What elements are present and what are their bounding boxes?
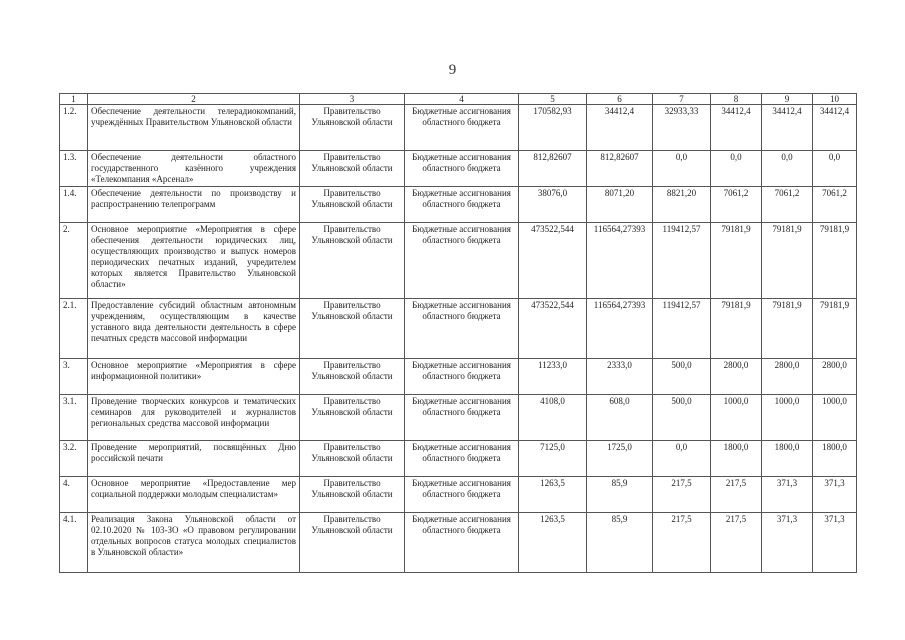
year-amount: 79181,9 xyxy=(813,223,857,299)
responsible-org: Правительство Ульяновской области xyxy=(300,105,405,151)
year-amount: 79181,9 xyxy=(762,299,813,359)
year-amount: 7061,2 xyxy=(813,187,857,223)
funding-source: Бюджетные ассигнования областного бюджета xyxy=(405,359,519,395)
row-number: 2.1. xyxy=(60,299,88,359)
responsible-org: Правительство Ульяновской области xyxy=(300,513,405,573)
table-row xyxy=(60,299,857,359)
total-amount: 7125,0 xyxy=(519,441,587,477)
activity-description: Основное мероприятие «Предоставление мер социальной поддержки молодым специалистам» xyxy=(88,477,300,513)
header-cell: 4 xyxy=(405,94,519,105)
total-amount: 4108,0 xyxy=(519,395,587,441)
header-cell: 5 xyxy=(519,94,587,105)
header-cell: 8 xyxy=(711,94,762,105)
total-amount: 11233,0 xyxy=(519,359,587,395)
year-amount: 1000,0 xyxy=(762,395,813,441)
year-amount: 1800,0 xyxy=(813,441,857,477)
year-amount: 7061,2 xyxy=(711,187,762,223)
row-number: 2. xyxy=(60,223,88,299)
year-amount: 217,5 xyxy=(653,477,711,513)
header-cell: 6 xyxy=(587,94,653,105)
activity-description: Проведение мероприятий, посвящённых Дню российской печати xyxy=(88,441,300,477)
responsible-org: Правительство Ульяновской области xyxy=(300,223,405,299)
total-amount: 38076,0 xyxy=(519,187,587,223)
funding-source: Бюджетные ассигнования областного бюджета xyxy=(405,187,519,223)
year-amount: 0,0 xyxy=(653,441,711,477)
row-number: 1.4. xyxy=(60,187,88,223)
year-amount: 8071,20 xyxy=(587,187,653,223)
year-amount: 7061,2 xyxy=(762,187,813,223)
year-amount: 2333,0 xyxy=(587,359,653,395)
row-number: 3.1. xyxy=(60,395,88,441)
year-amount: 217,5 xyxy=(711,477,762,513)
year-amount: 79181,9 xyxy=(813,299,857,359)
funding-source: Бюджетные ассигнования областного бюджета xyxy=(405,513,519,573)
table-row xyxy=(60,223,857,299)
year-amount: 116564,27393 xyxy=(587,223,653,299)
header-row xyxy=(60,94,857,105)
activity-description: Обеспечение деятельности телерадиокомпаний, учреждённых Правительством Ульяновской области xyxy=(88,105,300,151)
year-amount: 500,0 xyxy=(653,395,711,441)
year-amount: 1000,0 xyxy=(711,395,762,441)
year-amount: 79181,9 xyxy=(762,223,813,299)
total-amount: 1263,5 xyxy=(519,513,587,573)
activity-description: Обеспечение деятельности по производству и распространению телепрограмм xyxy=(88,187,300,223)
funding-source: Бюджетные ассигнования областного бюджета xyxy=(405,151,519,187)
table-row xyxy=(60,477,857,513)
year-amount: 500,0 xyxy=(653,359,711,395)
year-amount: 2800,0 xyxy=(813,359,857,395)
row-number: 1.3. xyxy=(60,151,88,187)
page-number: 9 xyxy=(448,62,457,78)
year-amount: 217,5 xyxy=(711,513,762,573)
year-amount: 0,0 xyxy=(813,151,857,187)
year-amount: 608,0 xyxy=(587,395,653,441)
year-amount: 371,3 xyxy=(762,513,813,573)
activity-description: Основное мероприятие «Мероприятия в сфере информационной политики» xyxy=(88,359,300,395)
total-amount: 170582,93 xyxy=(519,105,587,151)
header-cell: 7 xyxy=(653,94,711,105)
activity-description: Проведение творческих конкурсов и тематических семинаров для руководителей и журналистов региональных средства массовой информации xyxy=(88,395,300,441)
year-amount: 79181,9 xyxy=(711,299,762,359)
year-amount: 34412,4 xyxy=(762,105,813,151)
year-amount: 371,3 xyxy=(762,477,813,513)
activity-description: Предоставление субсидий областным автономным учреждениям, осуществляющим в качестве уставного вида деятельности деятельность в сфере печатных средств массовой информации xyxy=(88,299,300,359)
year-amount: 34412,4 xyxy=(587,105,653,151)
year-amount: 2800,0 xyxy=(711,359,762,395)
responsible-org: Правительство Ульяновской области xyxy=(300,151,405,187)
row-number: 3.2. xyxy=(60,441,88,477)
table-row xyxy=(60,441,857,477)
total-amount: 1263,5 xyxy=(519,477,587,513)
year-amount: 8821,20 xyxy=(653,187,711,223)
year-amount: 1800,0 xyxy=(711,441,762,477)
row-number: 4.1. xyxy=(60,513,88,573)
year-amount: 34412,4 xyxy=(813,105,857,151)
responsible-org: Правительство Ульяновской области xyxy=(300,187,405,223)
year-amount: 0,0 xyxy=(762,151,813,187)
funding-source: Бюджетные ассигнования областного бюджета xyxy=(405,477,519,513)
responsible-org: Правительство Ульяновской области xyxy=(300,441,405,477)
responsible-org: Правительство Ульяновской области xyxy=(300,359,405,395)
year-amount: 1725,0 xyxy=(587,441,653,477)
year-amount: 85,9 xyxy=(587,477,653,513)
budget-table xyxy=(59,93,857,573)
year-amount: 34412,4 xyxy=(711,105,762,151)
funding-source: Бюджетные ассигнования областного бюджета xyxy=(405,105,519,151)
row-number: 1.2. xyxy=(60,105,88,151)
total-amount: 473522,544 xyxy=(519,299,587,359)
funding-source: Бюджетные ассигнования областного бюджета xyxy=(405,441,519,477)
row-number: 4. xyxy=(60,477,88,513)
header-cell: 3 xyxy=(300,94,405,105)
year-amount: 2800,0 xyxy=(762,359,813,395)
total-amount: 812,82607 xyxy=(519,151,587,187)
year-amount: 32933,33 xyxy=(653,105,711,151)
table-row xyxy=(60,359,857,395)
total-amount: 473522,544 xyxy=(519,223,587,299)
year-amount: 79181,9 xyxy=(711,223,762,299)
responsible-org: Правительство Ульяновской области xyxy=(300,395,405,441)
funding-source: Бюджетные ассигнования областного бюджета xyxy=(405,395,519,441)
year-amount: 371,3 xyxy=(813,513,857,573)
table-row xyxy=(60,395,857,441)
table-row xyxy=(60,187,857,223)
activity-description: Реализация Закона Ульяновской области от 02.10.2020 № 103-ЗО «О правовом регулировании отдельных вопросов статуса молодых специалистов в Ульяновской области» xyxy=(88,513,300,573)
year-amount: 1000,0 xyxy=(813,395,857,441)
year-amount: 116564,27393 xyxy=(587,299,653,359)
year-amount: 1800,0 xyxy=(762,441,813,477)
funding-source: Бюджетные ассигнования областного бюджета xyxy=(405,299,519,359)
activity-description: Обеспечение деятельности областного государственного казённого учреждения «Телекомпания «Арсенал» xyxy=(88,151,300,187)
year-amount: 0,0 xyxy=(711,151,762,187)
responsible-org: Правительство Ульяновской области xyxy=(300,477,405,513)
year-amount: 119412,57 xyxy=(653,223,711,299)
responsible-org: Правительство Ульяновской области xyxy=(300,299,405,359)
table-row xyxy=(60,151,857,187)
year-amount: 119412,57 xyxy=(653,299,711,359)
year-amount: 217,5 xyxy=(653,513,711,573)
year-amount: 0,0 xyxy=(653,151,711,187)
table-row xyxy=(60,105,857,151)
activity-description: Основное мероприятие «Мероприятия в сфере обеспечения деятельности юридических лиц, осуществляющих производство и выпуск номеров периодических печатных изданий, учредителем которых является Правительство Ульяновской области» xyxy=(88,223,300,299)
table-row xyxy=(60,513,857,573)
year-amount: 371,3 xyxy=(813,477,857,513)
header-cell: 9 xyxy=(762,94,813,105)
funding-source: Бюджетные ассигнования областного бюджета xyxy=(405,223,519,299)
header-cell: 1 xyxy=(60,94,88,105)
row-number: 3. xyxy=(60,359,88,395)
year-amount: 85,9 xyxy=(587,513,653,573)
year-amount: 812,82607 xyxy=(587,151,653,187)
header-cell: 2 xyxy=(88,94,300,105)
header-cell: 10 xyxy=(813,94,857,105)
